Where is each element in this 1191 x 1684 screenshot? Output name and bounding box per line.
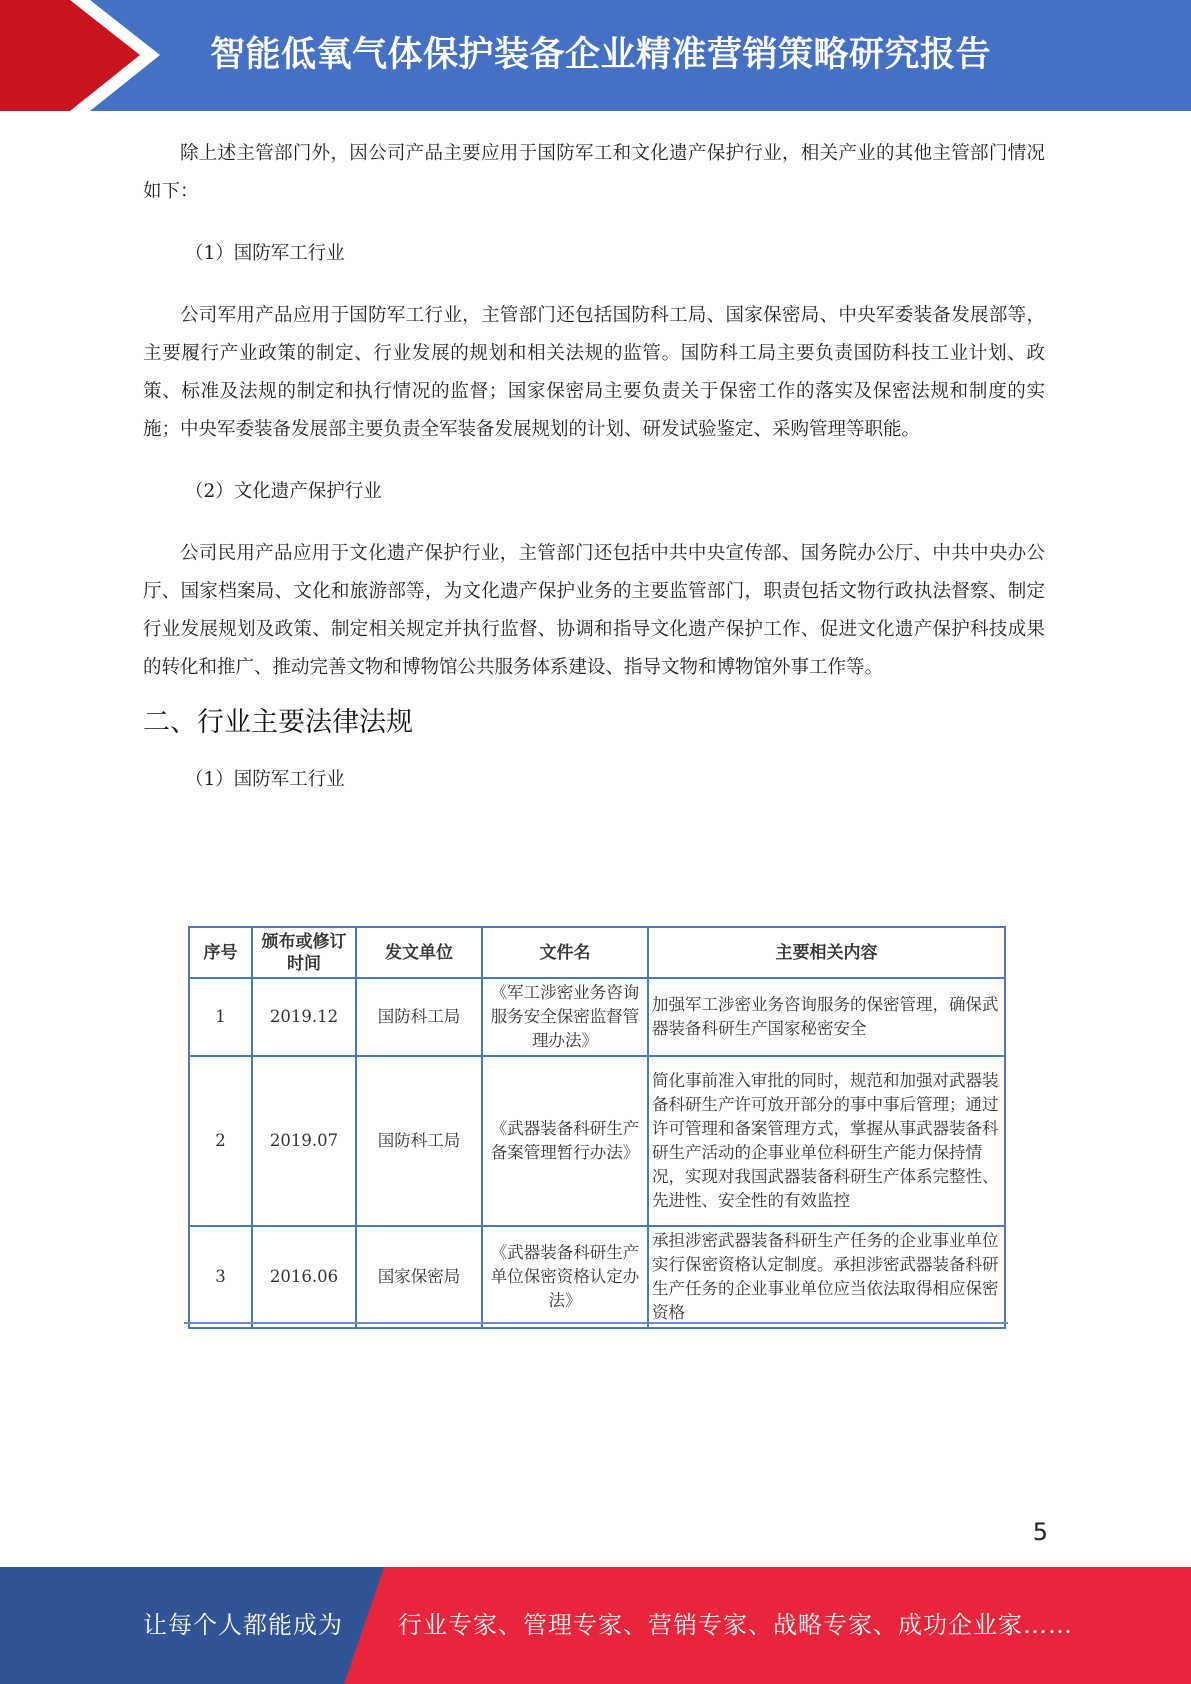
- table-header-row: [189, 927, 1005, 978]
- defense-paragraph: 公司军用产品应用于国防军工行业，主管部门还包括国防科工局、国家保密局、中央军委装备发展部等，主要履行产业政策的制定、行业发展的规划和相关法规的监管。国防科工局主要负责国防科技工业计划、政策、标准及法规的制定和执行情况的监督；国家保密局主要负责关于保密工作的落实及保密法规和制度的实施；中央军委装备发展部主要负责全军装备发展规划的计划、研发试验鉴定、采购管理等职能。: [143, 305, 1045, 440]
- header-document: 文件名: [482, 927, 648, 978]
- section-heading: 二、行业主要法律法规: [143, 707, 413, 738]
- cell-issuer: 国防科工局: [356, 978, 482, 1056]
- cell-issuer: 国防科工局: [356, 1056, 482, 1226]
- cell-document: 《军工涉密业务咨询服务安全保密监督管理办法》: [482, 978, 648, 1056]
- cell-content: 承担涉密武器装备科研生产任务的企业事业单位实行保密资格认定制度。承担涉密武器装备科研生产任务的企业事业单位应当依法取得相应保密资格: [648, 1226, 1005, 1328]
- cell-content: 加强军工涉密业务咨询服务的保密管理，确保武器装备科研生产国家秘密安全: [648, 978, 1005, 1056]
- table-row: [189, 978, 1005, 1056]
- page-footer: [0, 1567, 1191, 1684]
- cell-number: 1: [189, 978, 252, 1056]
- cell-date: 2016.06: [252, 1226, 356, 1328]
- footer-slogan-left: 让每个人都能成为: [143, 1611, 343, 1639]
- footer-slogan-right: 行业专家、管理专家、营销专家、战略专家、成功企业家……: [398, 1611, 1073, 1639]
- cell-issuer: 国家保密局: [356, 1226, 482, 1328]
- cell-date: 2019.07: [252, 1056, 356, 1226]
- table-row: [189, 1226, 1005, 1328]
- regulations-table: [188, 926, 1006, 1329]
- document-body: [143, 135, 1045, 799]
- subheading-defense: （1）国防军工行业: [185, 243, 345, 264]
- cell-date: 2019.12: [252, 978, 356, 1056]
- header-date: 颁布或修订时间: [252, 927, 356, 978]
- table-row: [189, 1056, 1005, 1226]
- page-number: 5: [1032, 1518, 1048, 1546]
- header-content: 主要相关内容: [648, 927, 1005, 978]
- report-title: 智能低氧气体保护装备企业精准营销策略研究报告: [210, 35, 992, 75]
- subheading-defense-laws: （1）国防军工行业: [185, 769, 345, 790]
- cell-document: 《武器装备科研生产单位保密资格认定办法》: [482, 1226, 648, 1328]
- page-header: [0, 0, 1191, 111]
- heritage-paragraph: 公司民用产品应用于文化遗产保护行业，主管部门还包括中共中央宣传部、国务院办公厅、中共中央办公厅、国家档案局、文化和旅游部等，为文化遗产保护业务的主要监管部门，职责包括文物行政执法督察、制定行业发展规划及政策、制定相关规定并执行监督、协调和指导文化遗产保护工作、促进文化遗产保护科技成果的转化和推广、推动完善文物和博物馆公共服务体系建设、指导文物和博物馆外事工作等。: [143, 543, 1045, 678]
- table-bottom-rule: [184, 1322, 1008, 1324]
- cell-content: 简化事前准入审批的同时，规范和加强对武器装备科研生产许可放开部分的事中事后管理；通过许可管理和备案管理方式，掌握从事武器装备科研生产活动的企事业单位科研生产能力保持情况，实现对我国武器装备科研生产体系完整性、先进性、安全性的有效监控: [648, 1056, 1005, 1226]
- cell-number: 2: [189, 1056, 252, 1226]
- header-arrow-decoration: [0, 0, 170, 111]
- header-number: 序号: [189, 927, 252, 978]
- cell-document: 《武器装备科研生产备案管理暂行办法》: [482, 1056, 648, 1226]
- subheading-heritage: （2）文化遗产保护行业: [185, 481, 382, 502]
- header-issuer: 发文单位: [356, 927, 482, 978]
- cell-number: 3: [189, 1226, 252, 1328]
- intro-paragraph: 除上述主管部门外，因公司产品主要应用于国防军工和文化遗产保护行业，相关产业的其他主管部门情况如下：: [143, 143, 1045, 202]
